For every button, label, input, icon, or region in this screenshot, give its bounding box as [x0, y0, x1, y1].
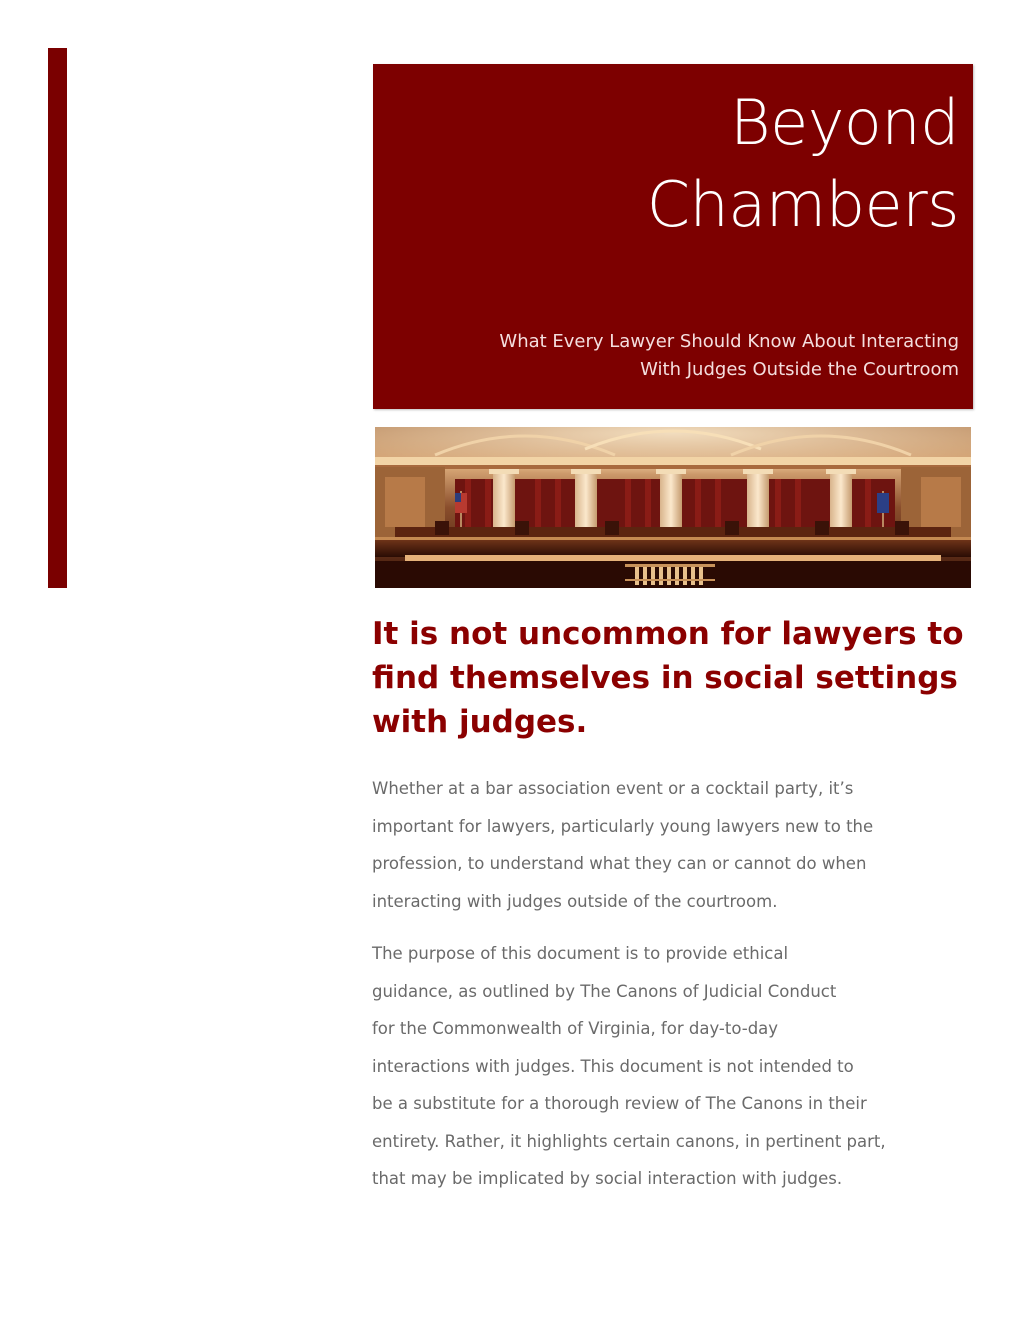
document-subtitle: [379, 328, 959, 384]
title-line-2: Chambers: [646, 168, 959, 241]
intro-paragraph: [372, 770, 972, 920]
lead-statement: [372, 612, 972, 744]
paragraph-line: entirety. Rather, it highlights certain canons, in pertinent part,: [372, 1131, 886, 1151]
paragraph-line: interactions with judges. This document is not intended to: [372, 1056, 854, 1076]
document-title: [387, 82, 959, 246]
paragraph-line: interacting with judges outside of the courtroom.: [372, 891, 778, 911]
paragraph-line: The purpose of this document is to provide ethical: [372, 944, 789, 963]
paragraph-line: be a substitute for a thorough review of The Canons in their: [372, 1094, 867, 1113]
left-accent-bar: [48, 48, 67, 588]
paragraph-line: guidance, as outlined by The Canons of Judicial Conduct: [372, 981, 837, 1001]
subtitle-line-1: What Every Lawyer Should Know About Interacting: [499, 331, 959, 352]
paragraph-line: for the Commonwealth of Virginia, for day-to-day: [372, 1019, 779, 1038]
paragraph-line: profession, to understand what they can or cannot do when: [372, 854, 867, 873]
subtitle-line-2: With Judges Outside the Courtroom: [640, 359, 959, 380]
title-block: [373, 64, 973, 409]
paragraph-line: Whether at a bar association event or a cocktail party, it’s: [372, 779, 854, 798]
lead-line: It is not uncommon for lawyers to: [372, 616, 964, 652]
courtroom-photo: [375, 427, 971, 588]
paragraph-line: that may be implicated by social interaction with judges.: [372, 1169, 843, 1188]
lead-line: find themselves in social settings: [372, 660, 958, 696]
title-line-1: Beyond: [729, 86, 959, 159]
paragraph-line: important for lawyers, particularly young lawyers new to the: [372, 816, 874, 836]
lead-line: with judges.: [372, 704, 588, 740]
purpose-paragraph: [372, 935, 972, 1198]
